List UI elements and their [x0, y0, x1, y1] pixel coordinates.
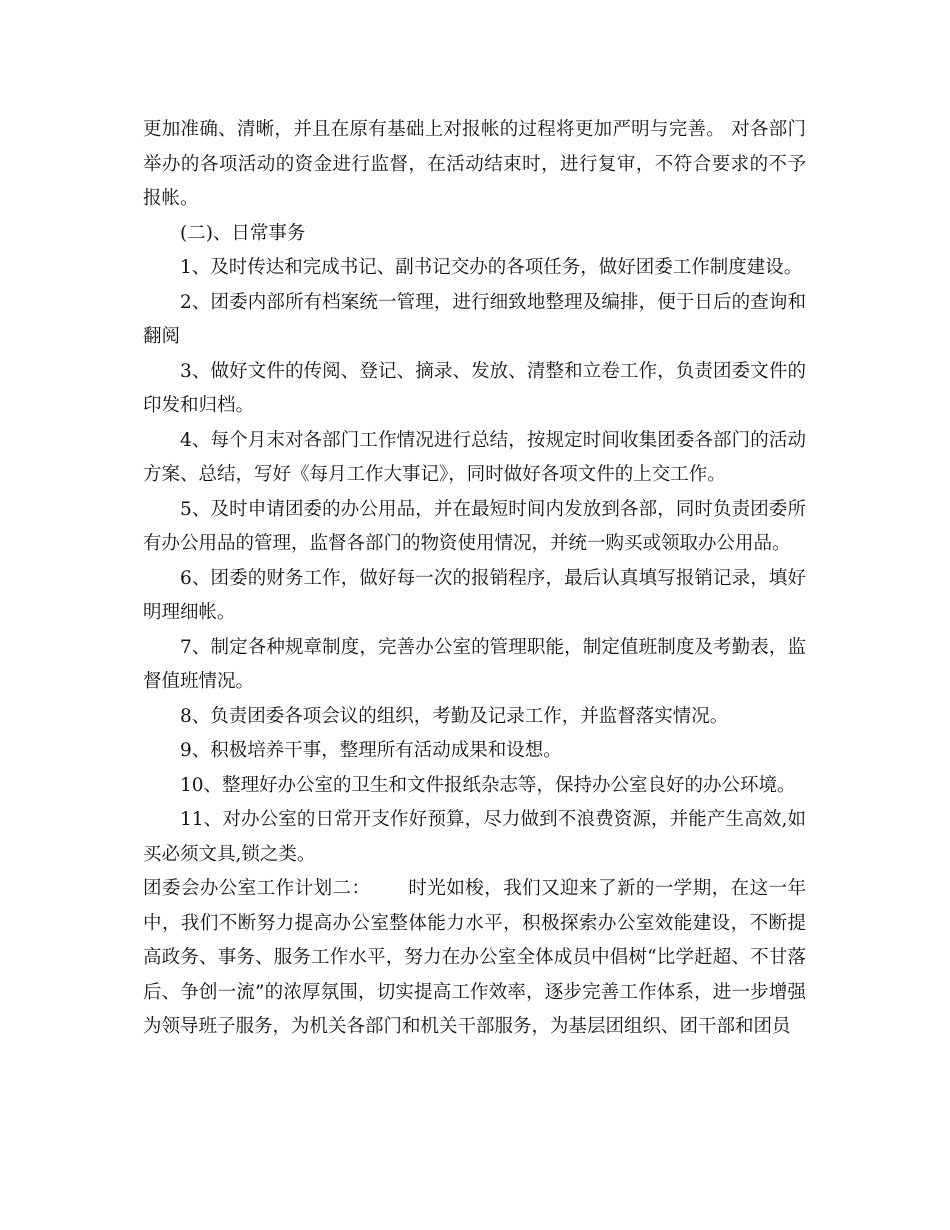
- paragraph-funds-supervision: 更加准确、清晰，并且在原有基础上对报帐的过程将更加严明与完善。 对各部门举办的各项活动的资金进行监督，在活动结束时，进行复审，不符合要求的不予报帐。: [143, 119, 806, 209]
- section-heading-daily-affairs: (二)、日常事务: [180, 222, 306, 244]
- list-item-5: 5、及时申请团委的办公用品，并在最短时间内发放到各部，同时负责团委所有办公用品的管理，监督各部门的物资使用情况，并统一购买或领取办公用品。: [143, 498, 806, 554]
- list-item-4: 4、每个月末对各部门工作情况进行总结，按规定时间收集团委各部门的活动方案、总结，写好《每月工作大事记》，同时做好各项文件的上交工作。: [143, 429, 806, 485]
- list-item-1: 1、及时传达和完成书记、副书记交办的各项任务，做好团委工作制度建设。: [180, 257, 803, 278]
- document-body: [143, 113, 806, 1045]
- list-item-8: 8、负责团委各项会议的组织，考勤及记录工作，并监督落实情况。: [180, 705, 729, 727]
- list-item-7: 7、制定各种规章制度，完善办公室的管理职能，制定值班制度及考勤表，监督值班情况。: [143, 636, 806, 692]
- list-item-11: 11、对办公室的日常开支作好预算，尽力做到不浪费资源，并能产生高效,如买必须文具,锁之类。: [143, 809, 806, 865]
- list-item-10: 10、整理好办公室的卫生和文件报纸杂志等，保持办公室良好的办公环境。: [180, 774, 796, 796]
- list-item-2: 2、团委内部所有档案统一管理，进行细致地整理及编排，便于日后的查询和翻阅: [143, 291, 806, 347]
- paragraph-work-plan-two: 团委会办公室工作计划二： 时光如梭，我们又迎来了新的一学期，在这一年中，我们不断努力提高办公室整体能力水平，积极探索办公室效能建设，不断提高政务、事务、服务工作水平，努力在办公室全体成员中倡树“比学赶超、不甘落后、争创一流”的浓厚氛围，切实提高工作效率，逐步完善工作体系，进一步增强为领导班子服务，为机关各部门和机关干部服务，为基层团组织、团干部和团员: [143, 878, 806, 1037]
- list-item-9: 9、积极培养干事，整理所有活动成果和设想。: [180, 740, 562, 761]
- list-item-6: 6、团委的财务工作，做好每一次的报销程序，最后认真填写报销记录，填好明理细帐。: [143, 567, 806, 623]
- list-item-3: 3、做好文件的传阅、登记、摘录、发放、清整和立卷工作，负责团委文件的印发和归档。: [143, 360, 806, 416]
